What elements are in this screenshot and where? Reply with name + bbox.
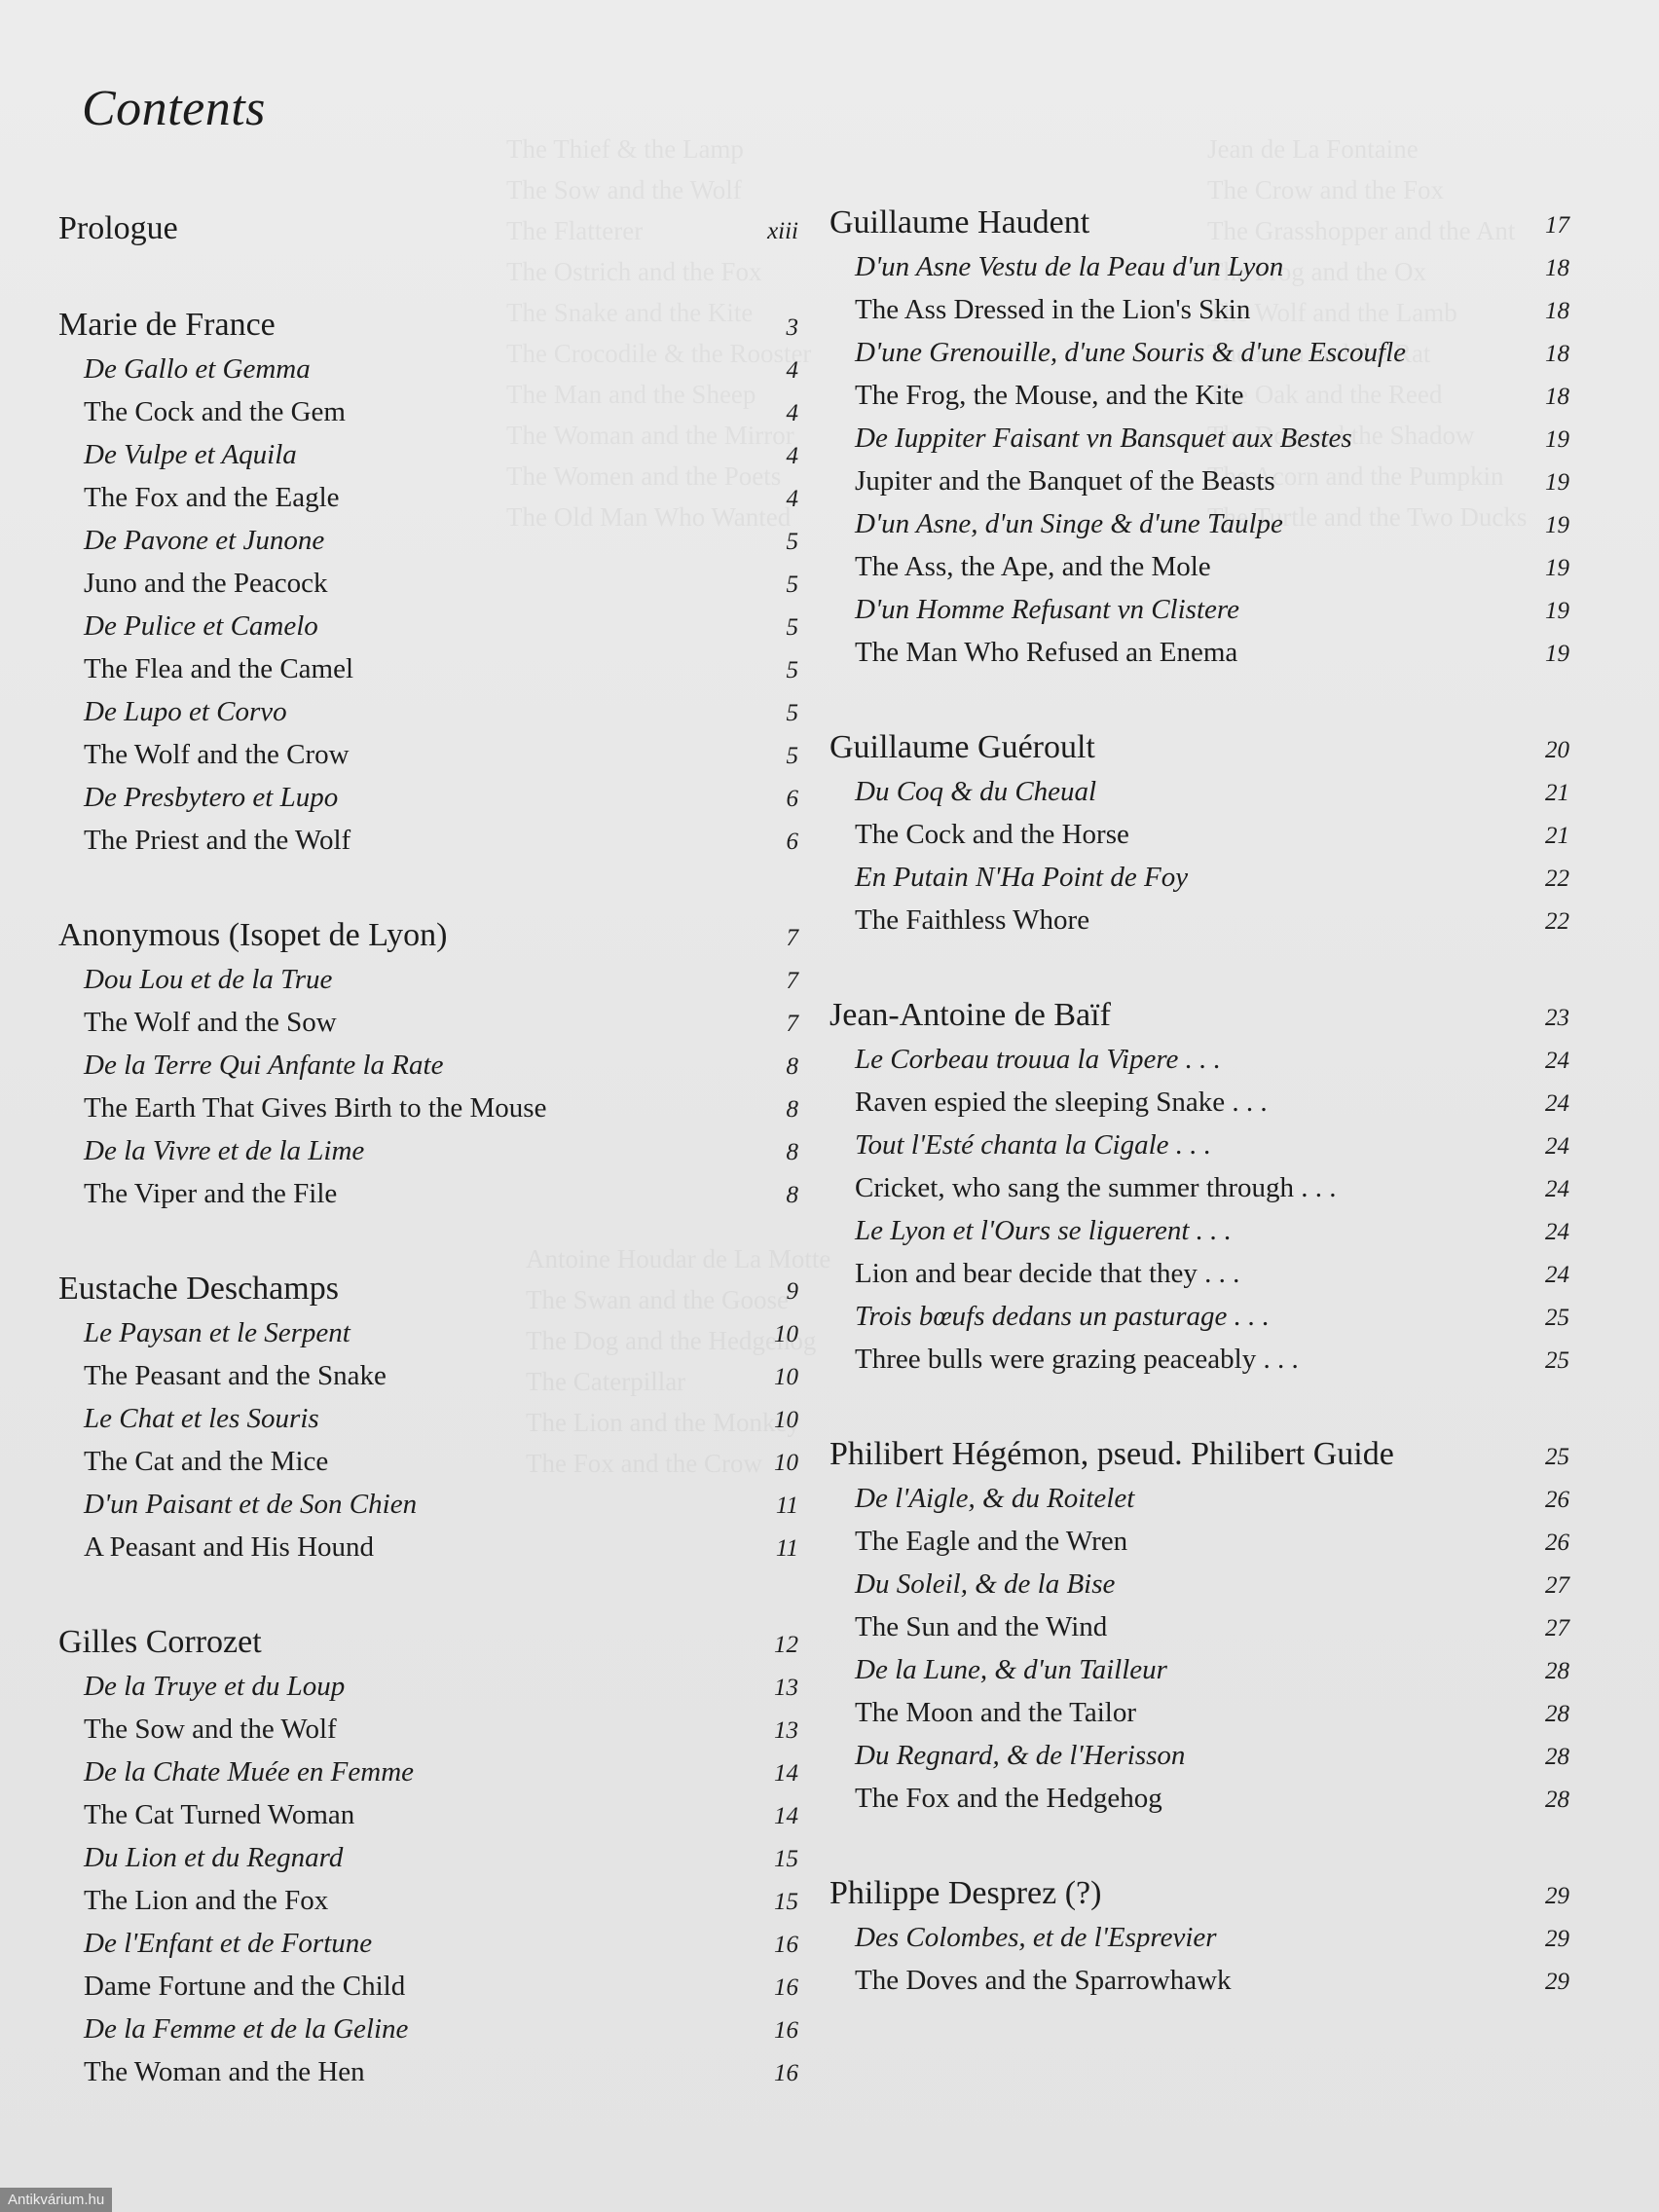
entry-title: Three bulls were grazing peaceably . . . bbox=[855, 1344, 1299, 1375]
entry-translated-title bbox=[84, 1709, 798, 1751]
entry-page-number: 5 bbox=[786, 529, 798, 555]
entry-translated-title bbox=[855, 1253, 1569, 1296]
entry-page-number: 28 bbox=[1545, 1658, 1569, 1684]
entry-title: Du Regnard, & de l'Herisson bbox=[855, 1740, 1186, 1771]
entry-translated-title bbox=[84, 477, 798, 520]
entry-title: The Wolf and the Sow bbox=[84, 1007, 337, 1038]
entry-translated-title bbox=[84, 1441, 798, 1484]
entry-translated-title bbox=[855, 1692, 1569, 1735]
entry-title: De la Vivre et de la Lime bbox=[84, 1135, 365, 1166]
toc-section bbox=[830, 1873, 1569, 2003]
entry-page-number: 19 bbox=[1545, 426, 1569, 453]
entry-title: The Lion and the Fox bbox=[84, 1885, 329, 1916]
entry-original-title bbox=[84, 691, 798, 734]
entry-title: A Peasant and His Hound bbox=[84, 1531, 375, 1563]
entry-translated-title bbox=[84, 1794, 798, 1837]
entry-page-number: 15 bbox=[774, 1846, 798, 1872]
entry-title: The Man Who Refused an Enema bbox=[855, 637, 1238, 668]
entry-title: De Pulice et Camelo bbox=[84, 610, 318, 642]
entry-page-number: 7 bbox=[786, 968, 798, 994]
entry-page-number: 18 bbox=[1545, 298, 1569, 324]
entry-page-number: 4 bbox=[786, 357, 798, 384]
entry-original-title bbox=[855, 332, 1569, 375]
entry-title: De la Lune, & d'un Tailleur bbox=[855, 1654, 1167, 1685]
entry-title: De Vulpe et Aquila bbox=[84, 439, 297, 470]
entry-translated-title bbox=[84, 1966, 798, 2009]
entry-page-number: 13 bbox=[774, 1675, 798, 1701]
entry-translated-title bbox=[84, 1355, 798, 1398]
entry-title: The Doves and the Sparrowhawk bbox=[855, 1965, 1232, 1996]
entry-title: Le Lyon et l'Ours se liguerent . . . bbox=[855, 1215, 1232, 1246]
toc-section bbox=[58, 915, 798, 1216]
entry-translated-title bbox=[84, 563, 798, 606]
author-name: Anonymous (Isopet de Lyon) bbox=[58, 917, 448, 953]
entry-original-title bbox=[855, 857, 1569, 900]
entry-page-number: 25 bbox=[1545, 1305, 1569, 1331]
entry-original-title bbox=[855, 1735, 1569, 1778]
entry-original-title bbox=[855, 246, 1569, 289]
entry-page-number: 19 bbox=[1545, 512, 1569, 538]
entry-list bbox=[58, 1312, 798, 1569]
entry-list bbox=[58, 1666, 798, 2094]
entry-page-number: 16 bbox=[774, 2060, 798, 2086]
entry-page-number: 19 bbox=[1545, 469, 1569, 496]
entry-title: Raven espied the sleeping Snake . . . bbox=[855, 1087, 1268, 1118]
entry-page-number: 28 bbox=[1545, 1787, 1569, 1813]
entry-title: The Flea and the Camel bbox=[84, 653, 354, 684]
entry-title: De Lupo et Corvo bbox=[84, 696, 287, 727]
author-name: Guillaume Haudent bbox=[830, 204, 1090, 240]
entry-title: The Cat Turned Woman bbox=[84, 1799, 355, 1830]
entry-page-number: 10 bbox=[774, 1364, 798, 1390]
entry-page-number: 26 bbox=[1545, 1530, 1569, 1556]
entry-title: The Moon and the Tailor bbox=[855, 1697, 1136, 1728]
entry-original-title bbox=[84, 1751, 798, 1794]
entry-title: De l'Enfant et de Fortune bbox=[84, 1928, 373, 1959]
entry-title: Dou Lou et de la True bbox=[84, 964, 333, 995]
entry-title: The Sow and the Wolf bbox=[84, 1714, 337, 1745]
author-name: Philippe Desprez (?) bbox=[830, 1875, 1102, 1911]
entry-title: The Fox and the Hedgehog bbox=[855, 1783, 1162, 1814]
entry-original-title bbox=[855, 1296, 1569, 1339]
entry-page-number: 16 bbox=[774, 1932, 798, 1958]
entry-title: The Priest and the Wolf bbox=[84, 825, 351, 856]
entry-list bbox=[58, 349, 798, 863]
author-heading-row bbox=[58, 915, 798, 959]
entry-page-number: 29 bbox=[1545, 1969, 1569, 1995]
entry-translated-title bbox=[84, 1002, 798, 1045]
entry-page-number: 29 bbox=[1545, 1926, 1569, 1952]
entry-page-number: 10 bbox=[774, 1450, 798, 1476]
author-heading-row bbox=[58, 1622, 798, 1666]
entry-title: The Cock and the Gem bbox=[84, 396, 346, 427]
entry-title: The Woman and the Hen bbox=[84, 2056, 365, 2087]
entry-list bbox=[830, 246, 1569, 675]
entry-page-number: 8 bbox=[786, 1053, 798, 1080]
entry-page-number: 19 bbox=[1545, 641, 1569, 667]
entry-title: Dame Fortune and the Child bbox=[84, 1971, 406, 2002]
author-page-number: 12 bbox=[774, 1632, 798, 1658]
entry-translated-title bbox=[84, 1088, 798, 1130]
entry-page-number: 18 bbox=[1545, 255, 1569, 281]
entry-title: The Frog, the Mouse, and the Kite bbox=[855, 380, 1244, 411]
entry-title: D'un Homme Refusant vn Clistere bbox=[855, 594, 1239, 625]
toc-section bbox=[58, 1622, 798, 2094]
author-heading-row bbox=[830, 995, 1569, 1039]
entry-title: D'un Asne, d'un Singe & d'une Taulpe bbox=[855, 508, 1283, 539]
entry-page-number: 11 bbox=[775, 1535, 798, 1562]
entry-translated-title bbox=[855, 1339, 1569, 1382]
entry-page-number: 6 bbox=[786, 829, 798, 855]
entry-page-number: 5 bbox=[786, 743, 798, 769]
entry-translated-title bbox=[855, 546, 1569, 589]
entry-original-title bbox=[855, 1478, 1569, 1521]
entry-page-number: 28 bbox=[1545, 1744, 1569, 1770]
entry-title: The Wolf and the Crow bbox=[84, 739, 350, 770]
entry-page-number: 24 bbox=[1545, 1176, 1569, 1202]
entry-page-number: 7 bbox=[786, 1011, 798, 1037]
entry-page-number: 27 bbox=[1545, 1615, 1569, 1641]
entry-title: D'un Paisant et de Son Chien bbox=[84, 1489, 418, 1520]
entry-list bbox=[830, 771, 1569, 942]
entry-list bbox=[58, 959, 798, 1216]
entry-page-number: 26 bbox=[1545, 1487, 1569, 1513]
entry-page-number: 24 bbox=[1545, 1048, 1569, 1074]
author-page-number: 7 bbox=[786, 925, 798, 951]
entry-page-number: 5 bbox=[786, 657, 798, 683]
entry-title: En Putain N'Ha Point de Foy bbox=[855, 862, 1189, 893]
entry-original-title bbox=[84, 1666, 798, 1709]
entry-title: The Fox and the Eagle bbox=[84, 482, 340, 513]
entry-title: Jupiter and the Banquet of the Beasts bbox=[855, 465, 1275, 497]
entry-title: The Earth That Gives Birth to the Mouse bbox=[84, 1092, 547, 1124]
toc-section bbox=[58, 208, 798, 252]
entry-translated-title bbox=[855, 814, 1569, 857]
entry-page-number: 21 bbox=[1545, 823, 1569, 849]
entry-title: De l'Aigle, & du Roitelet bbox=[855, 1483, 1135, 1514]
entry-original-title bbox=[84, 434, 798, 477]
author-name: Jean-Antoine de Baïf bbox=[830, 997, 1111, 1033]
toc-section bbox=[830, 203, 1569, 675]
entry-original-title bbox=[855, 589, 1569, 632]
entry-original-title bbox=[855, 1564, 1569, 1606]
author-name: Gilles Corrozet bbox=[58, 1624, 262, 1660]
entry-title: The Eagle and the Wren bbox=[855, 1526, 1128, 1557]
entry-original-title bbox=[855, 771, 1569, 814]
entry-page-number: 24 bbox=[1545, 1090, 1569, 1117]
entry-title: Des Colombes, et de l'Esprevier bbox=[855, 1922, 1217, 1953]
entry-original-title bbox=[84, 1045, 798, 1088]
author-name: Prologue bbox=[58, 210, 178, 246]
author-heading-row bbox=[830, 1434, 1569, 1478]
entry-page-number: 18 bbox=[1545, 384, 1569, 410]
entry-title: De la Femme et de la Geline bbox=[84, 2013, 409, 2045]
entry-title: The Peasant and the Snake bbox=[84, 1360, 387, 1391]
author-heading-row bbox=[830, 203, 1569, 246]
entry-translated-title bbox=[855, 375, 1569, 418]
entry-page-number: 22 bbox=[1545, 866, 1569, 892]
author-page-number: 3 bbox=[786, 314, 798, 341]
entry-title: Juno and the Peacock bbox=[84, 568, 328, 599]
entry-translated-title bbox=[84, 391, 798, 434]
author-name: Marie de France bbox=[58, 307, 276, 343]
entry-translated-title bbox=[855, 289, 1569, 332]
entry-translated-title bbox=[855, 1521, 1569, 1564]
entry-original-title bbox=[84, 1312, 798, 1355]
entry-title: Le Chat et les Souris bbox=[84, 1403, 319, 1434]
entry-page-number: 16 bbox=[774, 1974, 798, 2001]
entry-title: De la Chate Muée en Femme bbox=[84, 1756, 415, 1788]
watermark-badge: Antikvárium.hu bbox=[0, 2188, 112, 2212]
author-name: Guillaume Guéroult bbox=[830, 729, 1095, 765]
entry-title: De Presbytero et Lupo bbox=[84, 782, 339, 813]
entry-title: Du Soleil, & de la Bise bbox=[855, 1568, 1116, 1600]
entry-title: De Iuppiter Faisant vn Bansquet aux Bestes bbox=[855, 423, 1352, 454]
entry-page-number: 14 bbox=[774, 1803, 798, 1829]
author-heading-row bbox=[830, 1873, 1569, 1917]
entry-page-number: 22 bbox=[1545, 908, 1569, 935]
entry-page-number: 27 bbox=[1545, 1572, 1569, 1599]
author-page-number: xiii bbox=[767, 218, 798, 244]
entry-page-number: 18 bbox=[1545, 341, 1569, 367]
entry-page-number: 5 bbox=[786, 700, 798, 726]
entry-page-number: 24 bbox=[1545, 1262, 1569, 1288]
entry-original-title bbox=[84, 1484, 798, 1527]
entry-translated-title bbox=[855, 461, 1569, 503]
entry-title: Tout l'Esté chanta la Cigale . . . bbox=[855, 1129, 1212, 1161]
entry-page-number: 8 bbox=[786, 1139, 798, 1165]
author-heading-row bbox=[58, 1269, 798, 1312]
entry-page-number: 19 bbox=[1545, 555, 1569, 581]
entry-page-number: 5 bbox=[786, 571, 798, 598]
toc-section bbox=[58, 1269, 798, 1569]
entry-original-title bbox=[84, 959, 798, 1002]
entry-page-number: 25 bbox=[1545, 1347, 1569, 1374]
entry-original-title bbox=[855, 1039, 1569, 1082]
entry-title: The Faithless Whore bbox=[855, 904, 1090, 936]
entry-title: De Pavone et Junone bbox=[84, 525, 325, 556]
entry-page-number: 15 bbox=[774, 1889, 798, 1915]
author-page-number: 9 bbox=[786, 1278, 798, 1305]
author-heading-row bbox=[58, 208, 798, 252]
entry-page-number: 4 bbox=[786, 486, 798, 512]
entry-title: D'une Grenouille, d'une Souris & d'une Escoufle bbox=[855, 337, 1407, 368]
author-page-number: 25 bbox=[1545, 1444, 1569, 1470]
entry-page-number: 14 bbox=[774, 1760, 798, 1787]
entry-original-title bbox=[855, 1210, 1569, 1253]
entry-translated-title bbox=[84, 648, 798, 691]
entry-translated-title bbox=[855, 1960, 1569, 2003]
entry-translated-title bbox=[84, 1173, 798, 1216]
entry-translated-title bbox=[855, 632, 1569, 675]
entry-title: The Ass, the Ape, and the Mole bbox=[855, 551, 1211, 582]
entry-title: De la Truye et du Loup bbox=[84, 1671, 346, 1702]
toc-section bbox=[830, 995, 1569, 1382]
entry-translated-title bbox=[84, 734, 798, 777]
entry-original-title bbox=[855, 1124, 1569, 1167]
entry-original-title bbox=[84, 1837, 798, 1880]
entry-list bbox=[830, 1039, 1569, 1382]
contents-heading: Contents bbox=[82, 81, 266, 136]
entry-page-number: 13 bbox=[774, 1717, 798, 1744]
entry-list bbox=[830, 1478, 1569, 1821]
entry-page-number: 10 bbox=[774, 1407, 798, 1433]
author-heading-row bbox=[830, 727, 1569, 771]
entry-translated-title bbox=[84, 1880, 798, 1923]
entry-title: The Ass Dressed in the Lion's Skin bbox=[855, 294, 1251, 325]
entry-original-title bbox=[84, 777, 798, 820]
entry-title: Du Coq & du Cheual bbox=[855, 776, 1097, 807]
entry-translated-title bbox=[855, 1606, 1569, 1649]
entry-list bbox=[830, 1917, 1569, 2003]
entry-title: De la Terre Qui Anfante la Rate bbox=[84, 1050, 444, 1081]
left-column bbox=[58, 208, 798, 2094]
entry-page-number: 8 bbox=[786, 1096, 798, 1123]
entry-title: D'un Asne Vestu de la Peau d'un Lyon bbox=[855, 251, 1284, 282]
author-page-number: 29 bbox=[1545, 1883, 1569, 1909]
entry-title: Le Corbeau trouua la Vipere . . . bbox=[855, 1044, 1221, 1075]
entry-original-title bbox=[84, 606, 798, 648]
entry-title: Trois bœufs dedans un pasturage . . . bbox=[855, 1301, 1270, 1332]
right-column bbox=[830, 203, 1569, 2003]
author-page-number: 23 bbox=[1545, 1005, 1569, 1031]
entry-page-number: 16 bbox=[774, 2017, 798, 2044]
author-name: Philibert Hégémon, pseud. Philibert Guide bbox=[830, 1436, 1394, 1472]
entry-title: Cricket, who sang the summer through . . . bbox=[855, 1172, 1337, 1203]
entry-title: Du Lion et du Regnard bbox=[84, 1842, 344, 1873]
entry-translated-title bbox=[84, 1527, 798, 1569]
author-page-number: 17 bbox=[1545, 212, 1569, 239]
entry-page-number: 6 bbox=[786, 786, 798, 812]
entry-page-number: 24 bbox=[1545, 1133, 1569, 1160]
entry-title: The Cat and the Mice bbox=[84, 1446, 329, 1477]
entry-title: Le Paysan et le Serpent bbox=[84, 1317, 350, 1348]
entry-original-title bbox=[84, 1130, 798, 1173]
entry-page-number: 21 bbox=[1545, 780, 1569, 806]
entry-original-title bbox=[84, 2009, 798, 2051]
author-name: Eustache Deschamps bbox=[58, 1271, 339, 1307]
entry-original-title bbox=[84, 1923, 798, 1966]
entry-page-number: 10 bbox=[774, 1321, 798, 1347]
entry-page-number: 4 bbox=[786, 400, 798, 426]
entry-translated-title bbox=[855, 900, 1569, 942]
entry-translated-title bbox=[84, 820, 798, 863]
entry-translated-title bbox=[855, 1778, 1569, 1821]
entry-title: The Sun and the Wind bbox=[855, 1611, 1108, 1642]
entry-page-number: 28 bbox=[1545, 1701, 1569, 1727]
entry-page-number: 4 bbox=[786, 443, 798, 469]
entry-translated-title bbox=[855, 1082, 1569, 1124]
entry-page-number: 11 bbox=[775, 1493, 798, 1519]
entry-original-title bbox=[855, 503, 1569, 546]
author-page-number: 20 bbox=[1545, 737, 1569, 763]
entry-original-title bbox=[84, 1398, 798, 1441]
entry-page-number: 8 bbox=[786, 1182, 798, 1208]
entry-page-number: 19 bbox=[1545, 598, 1569, 624]
entry-title: Lion and bear decide that they . . . bbox=[855, 1258, 1240, 1289]
entry-original-title bbox=[855, 1649, 1569, 1692]
entry-title: The Cock and the Horse bbox=[855, 819, 1129, 850]
entry-title: De Gallo et Gemma bbox=[84, 353, 311, 385]
entry-original-title bbox=[84, 520, 798, 563]
author-heading-row bbox=[58, 305, 798, 349]
entry-page-number: 24 bbox=[1545, 1219, 1569, 1245]
entry-original-title bbox=[84, 349, 798, 391]
toc-section bbox=[830, 1434, 1569, 1821]
entry-original-title bbox=[855, 1917, 1569, 1960]
entry-original-title bbox=[855, 418, 1569, 461]
toc-section bbox=[830, 727, 1569, 942]
entry-translated-title bbox=[855, 1167, 1569, 1210]
entry-page-number: 5 bbox=[786, 614, 798, 641]
toc-section bbox=[58, 305, 798, 863]
entry-title: The Viper and the File bbox=[84, 1178, 338, 1209]
entry-translated-title bbox=[84, 2051, 798, 2094]
